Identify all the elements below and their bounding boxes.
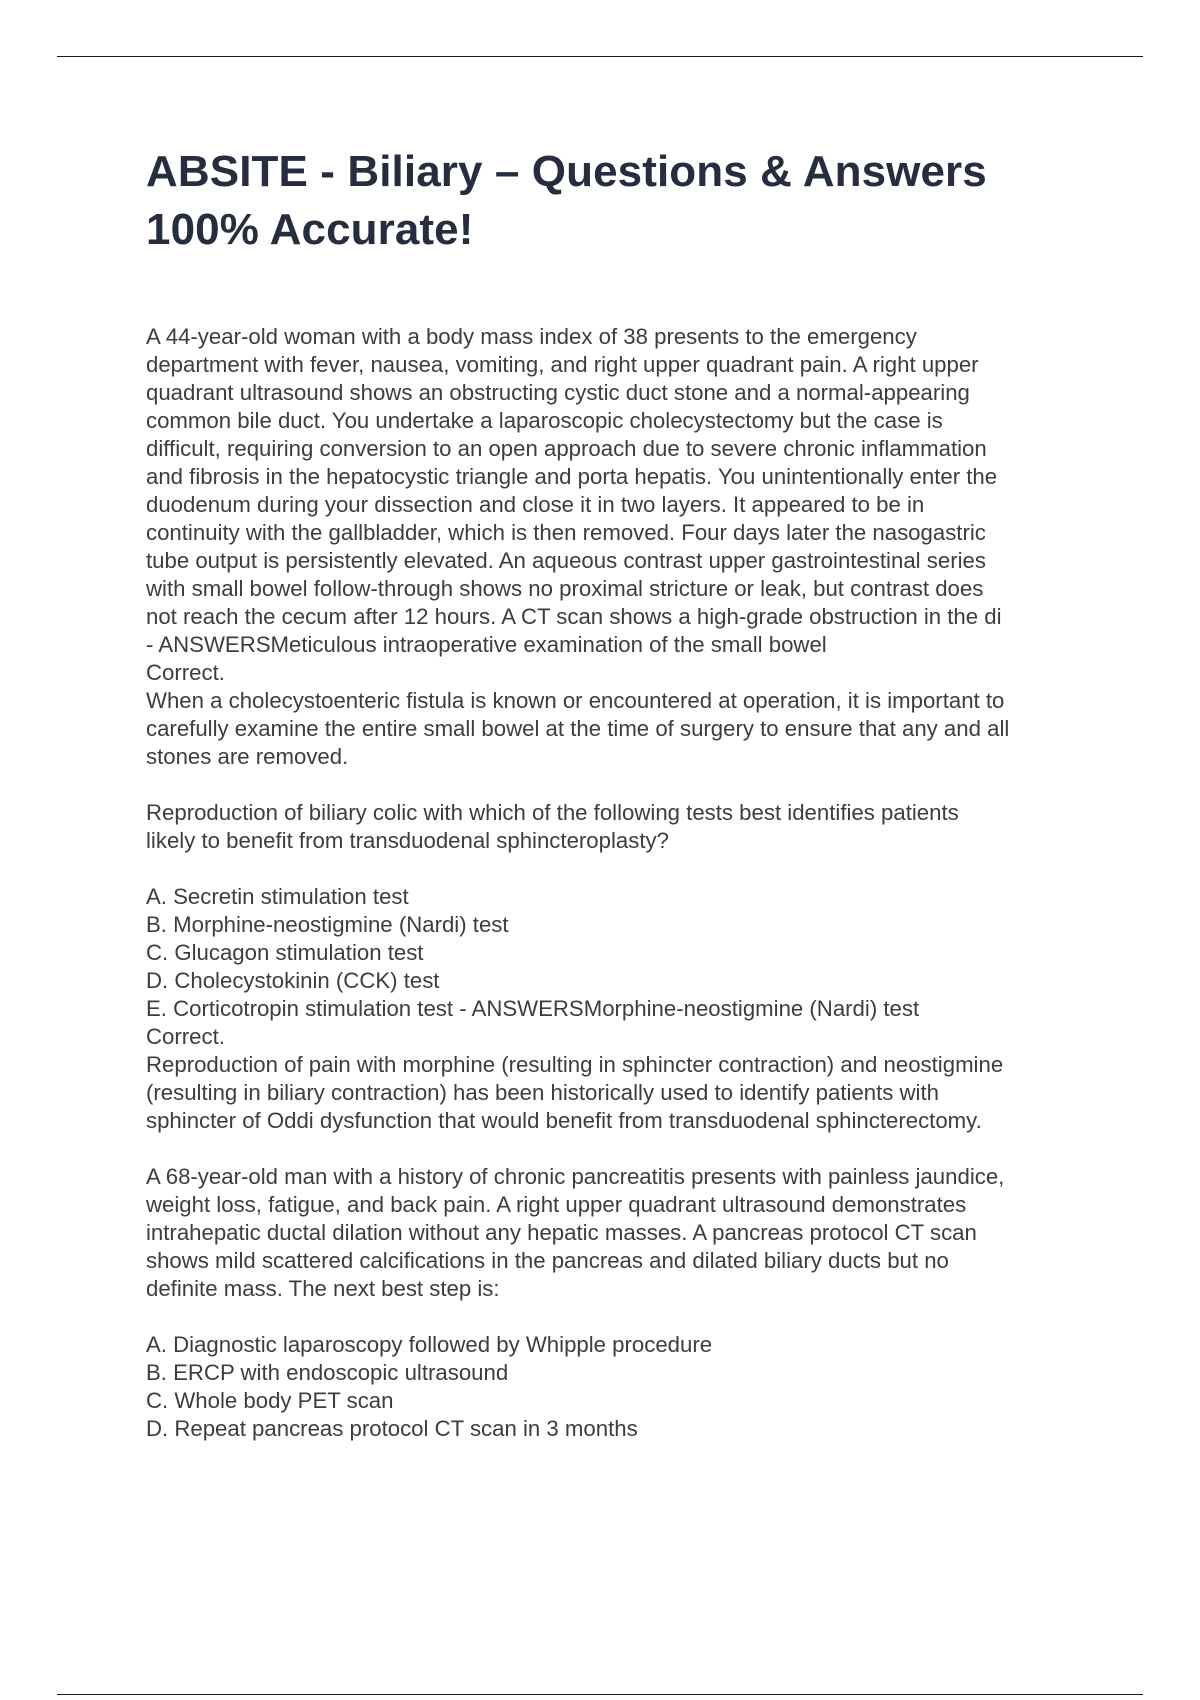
question-3 bbox=[146, 1163, 1096, 1443]
paragraph-gap bbox=[146, 1135, 1096, 1163]
text-line: continuity with the gallbladder, which is then removed. Four days later the nasogastric bbox=[146, 520, 986, 545]
text-line: with small bowel follow-through shows no proximal stricture or leak, but contrast does bbox=[146, 576, 984, 601]
explanation-line: When a cholecystoenteric fistula is known or encountered at operation, it is important to bbox=[146, 688, 1005, 713]
correct-label: Correct. bbox=[146, 660, 225, 685]
paragraph-gap bbox=[146, 855, 1096, 883]
text-line: department with fever, nausea, vomiting, and right upper quadrant pain. A right upper bbox=[146, 352, 979, 377]
text-line: and fibrosis in the hepatocystic triangle and porta hepatis. You unintentionally enter the bbox=[146, 464, 998, 489]
explanation-line: carefully examine the entire small bowel at the time of surgery to ensure that any and all bbox=[146, 716, 1010, 741]
document-title bbox=[146, 143, 1096, 259]
question-2 bbox=[146, 799, 1096, 1135]
document-body bbox=[146, 323, 1096, 1443]
title-line: ABSITE - Biliary – Questions & Answers bbox=[146, 147, 987, 196]
text-line: definite mass. The next best step is: bbox=[146, 1276, 500, 1301]
option-line: A. Diagnostic laparoscopy followed by Whipple procedure bbox=[146, 1332, 713, 1357]
header-rule bbox=[57, 56, 1143, 57]
text-line: difficult, requiring conversion to an open approach due to severe chronic inflammation bbox=[146, 436, 987, 461]
explanation-line: sphincter of Oddi dysfunction that would benefit from transduodenal sphincterectomy. bbox=[146, 1108, 982, 1133]
text-line: weight loss, fatigue, and back pain. A right upper quadrant ultrasound demonstrates bbox=[146, 1192, 967, 1217]
explanation-line: stones are removed. bbox=[146, 744, 349, 769]
document-page bbox=[146, 143, 1096, 1443]
option-line: B. Morphine-neostigmine (Nardi) test bbox=[146, 912, 509, 937]
correct-label: Correct. bbox=[146, 1024, 225, 1049]
footer-rule bbox=[57, 1694, 1143, 1695]
option-line: B. ERCP with endoscopic ultrasound bbox=[146, 1360, 509, 1385]
paragraph-gap bbox=[146, 771, 1096, 799]
option-line: D. Repeat pancreas protocol CT scan in 3 months bbox=[146, 1416, 638, 1441]
text-line: not reach the cecum after 12 hours. A CT scan shows a high-grade obstruction in the di bbox=[146, 604, 1002, 629]
text-line: quadrant ultrasound shows an obstructing cystic duct stone and a normal-appearing bbox=[146, 380, 970, 405]
option-line: D. Cholecystokinin (CCK) test bbox=[146, 968, 440, 993]
text-line: tube output is persistently elevated. An aqueous contrast upper gastrointestinal series bbox=[146, 548, 986, 573]
text-line: duodenum during your dissection and close it in two layers. It appeared to be in bbox=[146, 492, 925, 517]
text-line: likely to benefit from transduodenal sphincteroplasty? bbox=[146, 828, 669, 853]
option-line: A. Secretin stimulation test bbox=[146, 884, 409, 909]
answer-line: E. Corticotropin stimulation test - ANSWERSMorphine-neostigmine (Nardi) test bbox=[146, 996, 920, 1021]
explanation-line: Reproduction of pain with morphine (resulting in sphincter contraction) and neostigmine bbox=[146, 1052, 1004, 1077]
text-line: A 44-year-old woman with a body mass index of 38 presents to the emergency bbox=[146, 324, 917, 349]
option-line: C. Whole body PET scan bbox=[146, 1388, 394, 1413]
text-line: shows mild scattered calcifications in the pancreas and dilated biliary ducts but no bbox=[146, 1248, 949, 1273]
explanation-line: (resulting in biliary contraction) has been historically used to identify patients with bbox=[146, 1080, 939, 1105]
text-line: Reproduction of biliary colic with which of the following tests best identifies patients bbox=[146, 800, 959, 825]
title-line: 100% Accurate! bbox=[146, 205, 474, 254]
answer-line: - ANSWERSMeticulous intraoperative examination of the small bowel bbox=[146, 632, 827, 657]
option-line: C. Glucagon stimulation test bbox=[146, 940, 424, 965]
paragraph-gap bbox=[146, 1303, 1096, 1331]
text-line: common bile duct. You undertake a laparoscopic cholecystectomy but the case is bbox=[146, 408, 943, 433]
question-1 bbox=[146, 323, 1096, 771]
text-line: intrahepatic ductal dilation without any hepatic masses. A pancreas protocol CT scan bbox=[146, 1220, 977, 1245]
text-line: A 68-year-old man with a history of chronic pancreatitis presents with painless jaundice, bbox=[146, 1164, 1005, 1189]
